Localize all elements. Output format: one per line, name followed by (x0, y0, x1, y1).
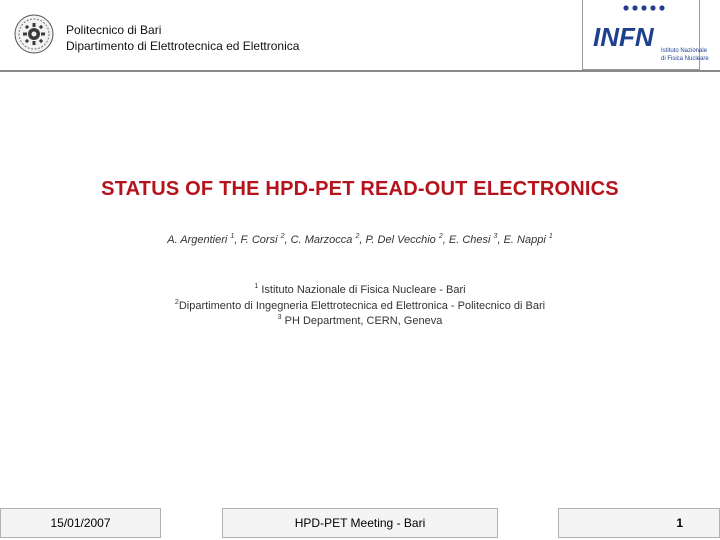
affiliation-3: $^3$ PH Department, CERN, Geneva (277, 314, 443, 327)
infn-small-text-2: di Fisica Nucleare (661, 56, 709, 62)
author: A. Argentieri $^1$ (167, 233, 235, 246)
header-text (66, 22, 299, 54)
author: E. Nappi $^1$ (503, 233, 553, 246)
department-name: Dipartimento di Elettrotecnica ed Elettronica (66, 39, 300, 53)
affiliation-2: $^2$Dipartimento di Ingegneria Elettrotecnica ed Elettronica - Politecnico di Bari (174, 299, 546, 312)
author: P. Del Vecchio $^2$ (365, 233, 443, 246)
footer-page-number: 1 (558, 508, 720, 538)
header-divider (0, 70, 720, 72)
footer-event: HPD-PET Meeting - Bari (222, 508, 498, 538)
infn-big-text: INFN (593, 22, 654, 52)
affiliation-1: $^1$ Istituto Nazionale di Fisica Nucleare - Bari (254, 283, 466, 296)
infn-small-text-1: Istituto Nazionale (661, 48, 708, 54)
politecnico-seal-icon (14, 14, 54, 54)
author: F. Corsi $^2$ (240, 233, 285, 246)
infn-logo (582, 0, 709, 70)
slide-title: STATUS OF THE HPD-PET READ-OUT ELECTRONICS (101, 178, 619, 200)
author: C. Marzocca $^2$ (290, 233, 360, 246)
footer-date: 15/01/2007 (0, 508, 161, 538)
institution-name: Politecnico di Bari (66, 23, 162, 37)
infn-logo-icon (583, 0, 709, 69)
author-list: A. Argentieri $^1$, F. Corsi $^2$, C. Marzocca $^2$, P. Del Vecchio $^2$, E. Chesi $^3$, E. Nappi $^1$ (167, 233, 553, 246)
author: E. Chesi $^3$ (448, 233, 498, 246)
